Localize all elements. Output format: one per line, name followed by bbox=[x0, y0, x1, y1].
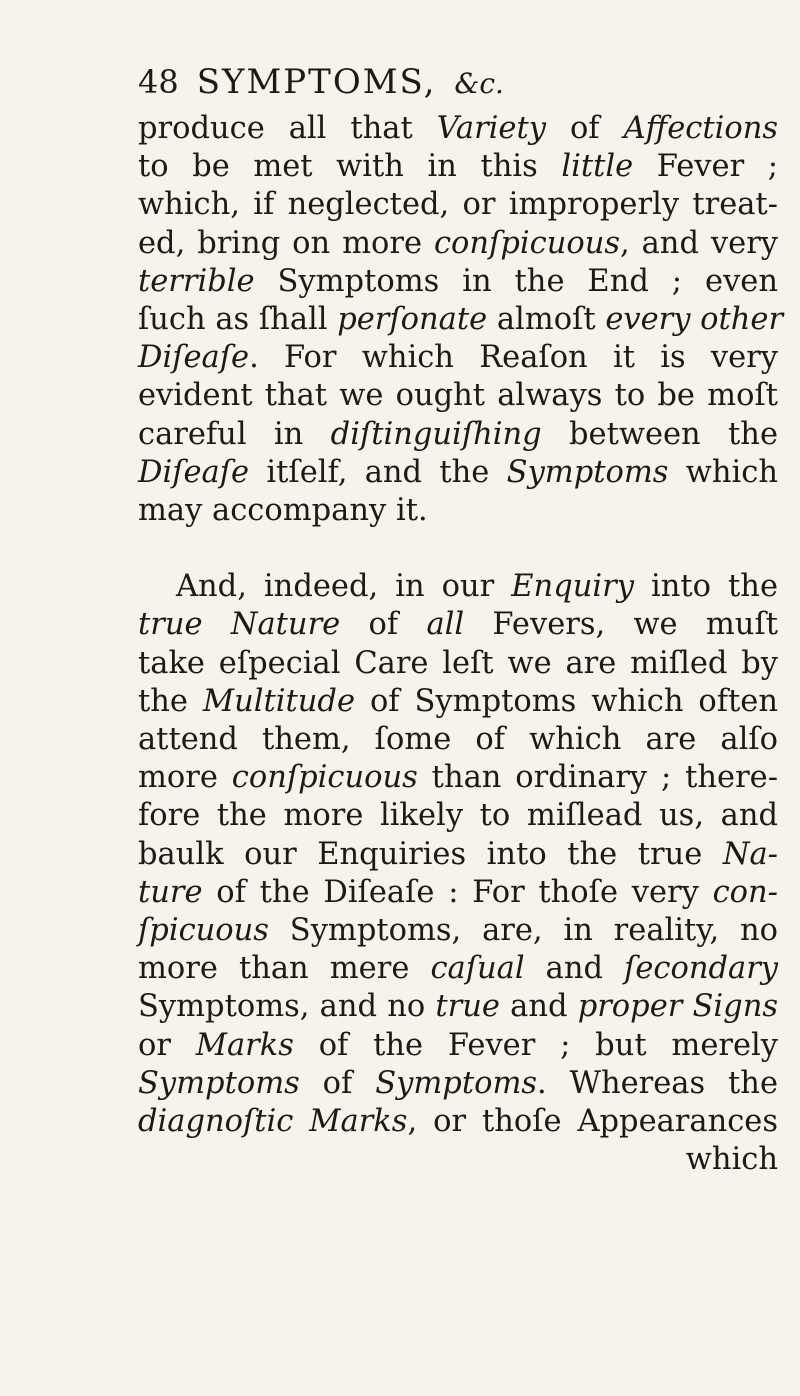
roman-text: fore the more likely to miſlead us, and bbox=[138, 798, 778, 834]
italic-text: Symptoms bbox=[506, 454, 669, 490]
text-line bbox=[138, 416, 778, 454]
roman-text: Fever ; bbox=[633, 149, 779, 185]
italic-text: true Nature bbox=[138, 607, 341, 643]
italic-text: diagnoſtic Marks bbox=[138, 1103, 408, 1139]
text-line bbox=[138, 454, 778, 492]
text-line bbox=[138, 110, 778, 148]
italic-text: diſtinguiſhing bbox=[330, 416, 542, 452]
roman-text: baulk our Enquiries into the true bbox=[138, 836, 723, 872]
text-line bbox=[138, 606, 778, 644]
catchword: which bbox=[685, 1142, 778, 1178]
paragraph-gap bbox=[138, 530, 778, 568]
italic-text: Multitude bbox=[202, 683, 356, 719]
italic-text: Affections bbox=[623, 111, 778, 146]
roman-text: ed, bring on more bbox=[138, 225, 434, 261]
italic-text: Enquiry bbox=[511, 569, 634, 605]
italic-text: ſpicuous bbox=[138, 912, 269, 948]
roman-text: almoſt bbox=[487, 301, 606, 337]
roman-text: and bbox=[499, 989, 578, 1025]
italic-text: Variety bbox=[436, 111, 546, 146]
roman-text: than ordinary ; there- bbox=[417, 760, 779, 796]
text-line bbox=[138, 148, 778, 186]
roman-text: of bbox=[545, 111, 624, 146]
text-line bbox=[138, 377, 778, 415]
roman-text: the bbox=[138, 683, 203, 719]
text-line bbox=[138, 1103, 778, 1141]
text-line bbox=[138, 988, 778, 1026]
text-line bbox=[138, 950, 778, 988]
text-line bbox=[138, 225, 778, 263]
roman-text: of bbox=[299, 1065, 376, 1101]
roman-text: of bbox=[340, 607, 427, 643]
italic-text: Diſeaſe bbox=[138, 454, 250, 490]
roman-text: of the Fever ; but merely bbox=[293, 1027, 778, 1063]
running-header bbox=[138, 62, 778, 114]
text-line bbox=[138, 1027, 778, 1065]
text-line bbox=[138, 797, 778, 835]
italic-text: all bbox=[426, 607, 465, 643]
text-line bbox=[138, 645, 778, 683]
italic-text: terrible bbox=[138, 263, 255, 299]
text-line bbox=[138, 874, 778, 912]
roman-text: take eſpecial Care leſt we are miſled by bbox=[138, 645, 778, 681]
text-line bbox=[138, 186, 778, 224]
italic-text: con- bbox=[712, 874, 778, 910]
italic-text: conſpicuous bbox=[231, 760, 418, 796]
italic-text: conſpicuous bbox=[433, 225, 620, 261]
roman-text: produce all that bbox=[138, 111, 437, 146]
italic-text: proper Signs bbox=[577, 989, 778, 1025]
roman-text: of the Diſeaſe : For thoſe very bbox=[202, 874, 713, 910]
italic-text: little bbox=[561, 149, 634, 185]
text-line bbox=[138, 912, 778, 950]
roman-text: more than mere bbox=[138, 951, 431, 987]
roman-text: or bbox=[138, 1027, 196, 1063]
text-line bbox=[138, 683, 778, 721]
roman-text: of Symptoms which often bbox=[355, 683, 778, 719]
roman-text: between the bbox=[541, 416, 778, 452]
roman-text: Symptoms in the End ; even bbox=[254, 263, 778, 299]
roman-text: more bbox=[138, 760, 232, 796]
roman-text: Symptoms, are, in reality, no bbox=[268, 912, 778, 948]
italic-text: ture bbox=[138, 874, 203, 910]
roman-text: , or thoſe Appearances bbox=[407, 1103, 779, 1139]
roman-text: . For which Reaſon it is very bbox=[249, 340, 778, 376]
roman-text: Symptoms, and no bbox=[138, 989, 436, 1025]
text-line bbox=[138, 568, 778, 606]
roman-text: may accompany it. bbox=[138, 492, 428, 528]
roman-text: which bbox=[668, 454, 778, 490]
italic-text: caſual bbox=[430, 951, 525, 987]
roman-text: into the bbox=[633, 569, 778, 605]
italic-text: perſonate bbox=[337, 301, 488, 337]
roman-text: And, indeed, in our bbox=[176, 569, 512, 605]
roman-text: careful in bbox=[138, 416, 331, 452]
page-number: 48 bbox=[138, 63, 179, 101]
roman-text: to be met with in this bbox=[138, 149, 562, 185]
text-line bbox=[138, 301, 784, 339]
italic-text: true bbox=[435, 989, 500, 1025]
roman-text: and bbox=[524, 951, 625, 987]
roman-text: evident that we ought always to be moſt bbox=[138, 378, 778, 414]
roman-text: attend them, ſome of which are alſo bbox=[138, 722, 778, 757]
roman-text: . Whereas the bbox=[537, 1065, 778, 1101]
text-line bbox=[138, 759, 778, 797]
roman-text: ſuch as ſhall bbox=[138, 301, 338, 337]
text-line bbox=[138, 263, 778, 301]
italic-text: Symptoms bbox=[138, 1065, 300, 1101]
roman-text: itſelf, and the bbox=[249, 454, 507, 490]
italic-text: Na- bbox=[722, 836, 778, 872]
italic-text: every other bbox=[605, 301, 784, 337]
running-title: SYMPTOMS, bbox=[196, 62, 437, 102]
body-text bbox=[138, 110, 784, 1179]
text-line bbox=[138, 836, 778, 874]
text-line bbox=[138, 1065, 778, 1103]
text-line bbox=[138, 339, 778, 377]
roman-text: , and very bbox=[620, 225, 779, 261]
roman-text: which, if neglected, or improperly treat- bbox=[138, 187, 778, 223]
italic-text: Symptoms bbox=[375, 1065, 538, 1101]
text-line bbox=[138, 721, 778, 759]
running-title-etc: &c. bbox=[454, 67, 504, 100]
italic-text: Diſeaſe bbox=[138, 340, 250, 376]
text-line bbox=[138, 492, 778, 530]
italic-text: Marks bbox=[195, 1027, 294, 1063]
italic-text: ſecondary bbox=[624, 951, 779, 987]
roman-text: Fevers, we muſt bbox=[464, 607, 778, 643]
